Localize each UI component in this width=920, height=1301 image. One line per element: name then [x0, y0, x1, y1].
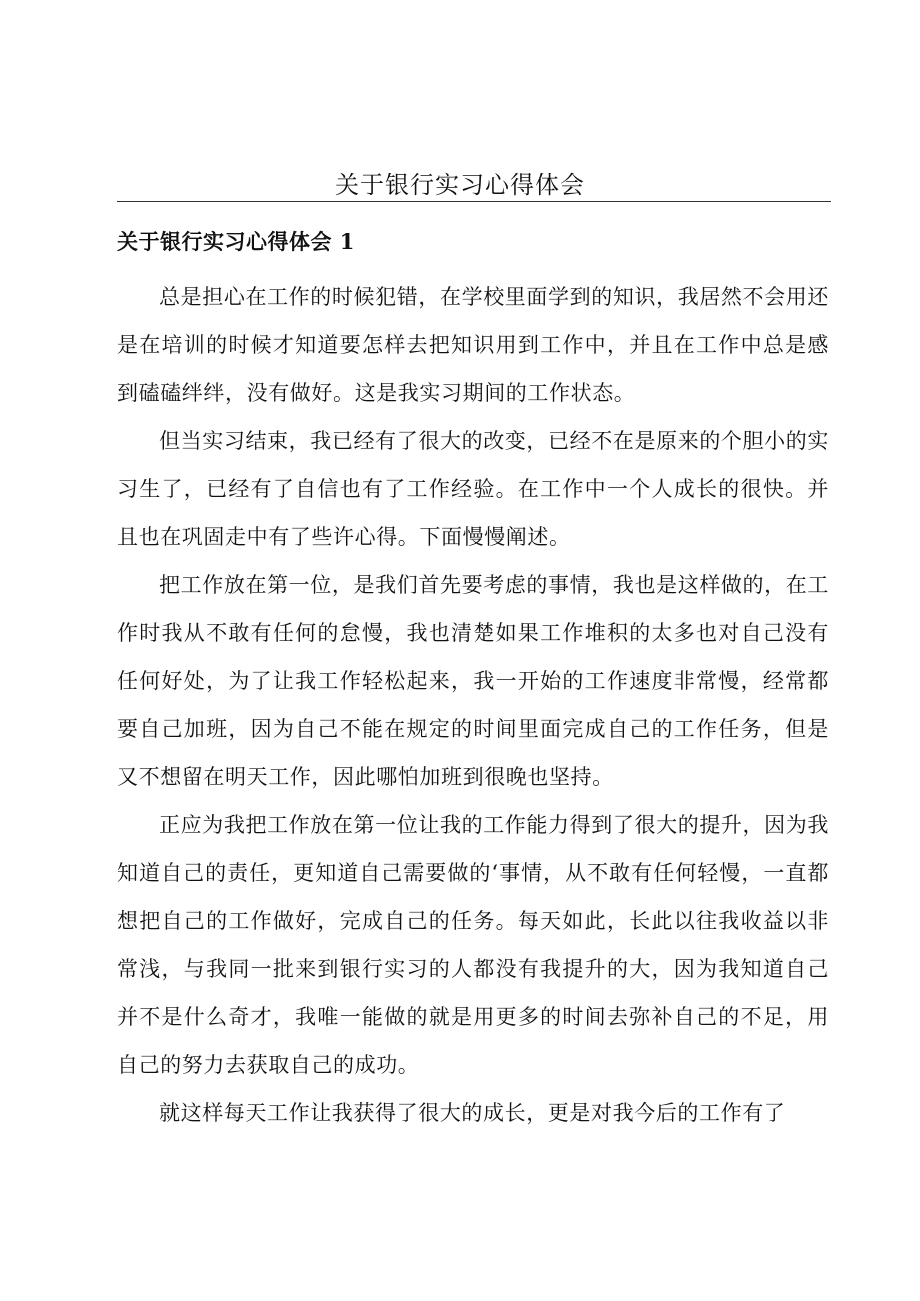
section-heading: 关于银行实习心得体会 1 [117, 229, 355, 254]
paragraph-3: 把工作放在第一位，是我们首先要考虑的事情，我也是这样做的，在工作时我从不敢有任何的怠慢，我也清楚如果工作堆积的太多也对自己没有任何好处，为了让我工作轻松起来，我一开始的工作速度非常慢，经常都要自己加班，因为自己不能在规定的时间里面完成自己的工作任务，但是又不想留在明天工作，因此哪怕加班到很晚也坚持。 [117, 573, 829, 789]
title-underline-rule [117, 201, 831, 202]
document-title: 关于银行实习心得体会 [335, 171, 585, 199]
paragraph-4: 正应为我把工作放在第一位让我的工作能力得到了很大的提升，因为我知道自己的责任，更知道自己需要做的‘事情，从不敢有任何轻慢，一直都想把自己的工作做好，完成自己的任务。每天如此，长此以往我收益以非常浅，与我同一批来到银行实习的人都没有我提升的大，因为我知道自己并不是什么奇才，我唯一能做的就是用更多的时间去弥补自己的不足，用自己的努力去获取自己的成功。 [117, 813, 829, 1077]
paragraph-5: 就这样每天工作让我获得了很大的成长，更是对我今后的工作有了 [159, 1101, 786, 1125]
paragraph-1: 总是担心在工作的时候犯错，在学校里面学到的知识，我居然不会用还是在培训的时候才知道要怎样去把知识用到工作中，并且在工作中总是感到磕磕绊绊，没有做好。这是我实习期间的工作状态。 [117, 285, 829, 405]
paragraph-2: 但当实习结束，我已经有了很大的改变，已经不在是原来的个胆小的实习生了，已经有了自信也有了工作经验。在工作中一个人成长的很快。并且也在巩固走中有了些许心得。下面慢慢阐述。 [117, 429, 829, 549]
document-body [117, 273, 829, 1137]
